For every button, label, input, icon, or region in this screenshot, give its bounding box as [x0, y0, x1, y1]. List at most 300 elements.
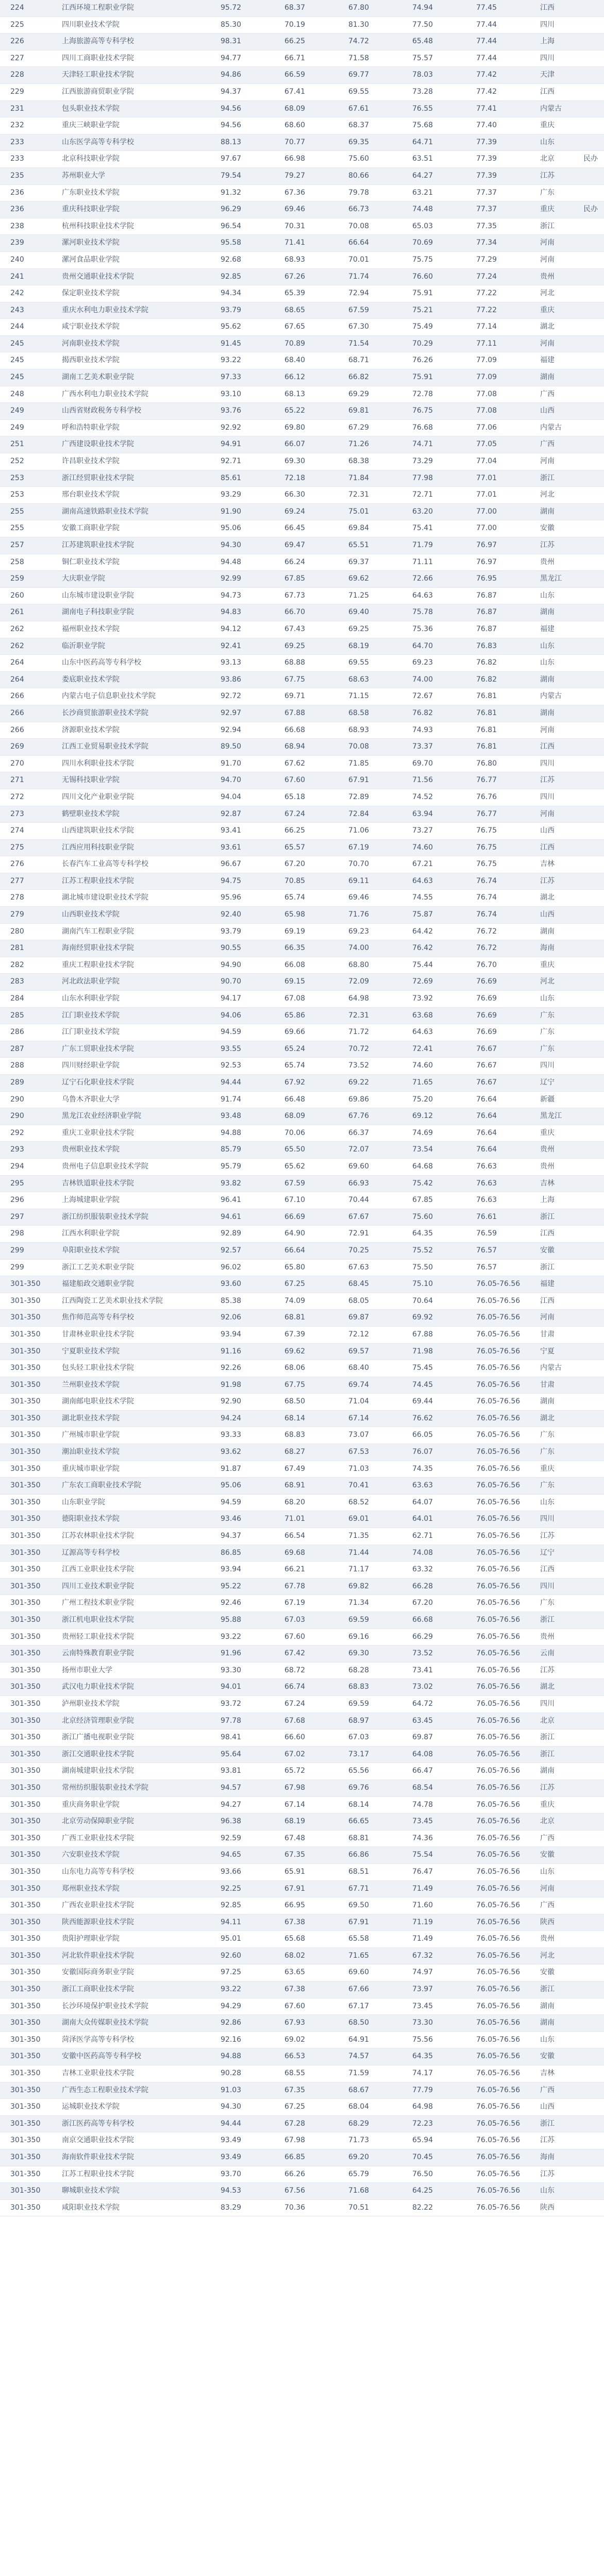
- score3-cell: 66.86: [346, 1847, 410, 1864]
- score1-cell: 93.82: [219, 1175, 282, 1192]
- table-row: [0, 33, 604, 50]
- score4-cell: 77.50: [410, 16, 474, 33]
- score1-cell: 91.90: [219, 503, 282, 520]
- type-tag-cell: [581, 1830, 604, 1847]
- score4-cell: 75.87: [410, 907, 474, 924]
- type-tag-cell: [581, 604, 604, 621]
- score3-cell: 70.08: [346, 218, 410, 235]
- school-name-cell: 广西农业职业技术学院: [60, 1897, 219, 1914]
- school-name-cell: 邢台职业技术学院: [60, 487, 219, 504]
- total-score-cell: 76.87: [474, 587, 538, 604]
- score3-cell: 68.63: [346, 671, 410, 688]
- province-cell: 广东: [538, 1007, 581, 1024]
- province-cell: 福建: [538, 1276, 581, 1293]
- rank-cell: 294: [0, 1158, 60, 1175]
- province-cell: 海南: [538, 940, 581, 957]
- score4-cell: 64.08: [410, 1746, 474, 1763]
- score2-cell: 68.14: [282, 1410, 346, 1427]
- table-row: [0, 571, 604, 588]
- table-row: [0, 1511, 604, 1528]
- score2-cell: 68.37: [282, 0, 346, 16]
- total-score-cell: 76.05-76.56: [474, 1410, 538, 1427]
- total-score-cell: 77.39: [474, 151, 538, 168]
- score3-cell: 71.73: [346, 2132, 410, 2149]
- table-row: [0, 1293, 604, 1310]
- score3-cell: 67.30: [346, 319, 410, 336]
- rank-cell: 273: [0, 806, 60, 823]
- rank-cell: 301-350: [0, 1377, 60, 1394]
- total-score-cell: 76.05-76.56: [474, 1494, 538, 1511]
- rank-cell: 301-350: [0, 1931, 60, 1948]
- total-score-cell: 76.05-76.56: [474, 1931, 538, 1948]
- school-name-cell: 江苏工程职业技术学院: [60, 2166, 219, 2183]
- province-cell: 浙江: [538, 1209, 581, 1226]
- score4-cell: 73.45: [410, 1998, 474, 2015]
- school-name-cell: 湖南电子科技职业学院: [60, 604, 219, 621]
- school-name-cell: 焦作师范高等专科学校: [60, 1310, 219, 1327]
- total-score-cell: 77.39: [474, 134, 538, 151]
- total-score-cell: 76.05-76.56: [474, 1326, 538, 1343]
- rank-cell: 262: [0, 638, 60, 655]
- rank-cell: 235: [0, 167, 60, 184]
- score3-cell: 68.58: [346, 705, 410, 722]
- score2-cell: 67.75: [282, 671, 346, 688]
- score3-cell: 68.67: [346, 2082, 410, 2099]
- type-tag-cell: [581, 571, 604, 588]
- score3-cell: 69.60: [346, 1964, 410, 1981]
- score4-cell: 71.56: [410, 772, 474, 789]
- score1-cell: 96.54: [219, 218, 282, 235]
- province-cell: 广西: [538, 2082, 581, 2099]
- table-row: [0, 856, 604, 873]
- score2-cell: 65.22: [282, 403, 346, 420]
- score1-cell: 94.27: [219, 1797, 282, 1814]
- score4-cell: 63.63: [410, 1478, 474, 1495]
- total-score-cell: 76.05-76.56: [474, 1696, 538, 1713]
- rank-cell: 269: [0, 739, 60, 756]
- score1-cell: 85.38: [219, 1293, 282, 1310]
- total-score-cell: 76.05-76.56: [474, 1629, 538, 1646]
- total-score-cell: 76.05-76.56: [474, 1394, 538, 1411]
- table-row: [0, 772, 604, 789]
- rank-cell: 279: [0, 907, 60, 924]
- school-name-cell: 南京交通职业技术学院: [60, 2132, 219, 2149]
- type-tag-cell: [581, 1780, 604, 1797]
- score3-cell: 72.94: [346, 285, 410, 302]
- score4-cell: 73.92: [410, 991, 474, 1008]
- total-score-cell: 76.05-76.56: [474, 1444, 538, 1461]
- table-row: [0, 487, 604, 504]
- type-tag-cell: [581, 1041, 604, 1058]
- type-tag-cell: [581, 890, 604, 907]
- type-tag-cell: [581, 386, 604, 403]
- province-cell: 湖南: [538, 604, 581, 621]
- type-tag-cell: [581, 655, 604, 672]
- school-name-cell: 河北政法职业学院: [60, 974, 219, 991]
- province-cell: 内蒙古: [538, 1360, 581, 1377]
- province-cell: 浙江: [538, 1746, 581, 1763]
- score3-cell: 67.80: [346, 0, 410, 16]
- score3-cell: 70.01: [346, 251, 410, 268]
- school-name-cell: 湖南工艺美术职业学院: [60, 369, 219, 386]
- score4-cell: 63.45: [410, 1713, 474, 1730]
- total-score-cell: 77.08: [474, 403, 538, 420]
- score1-cell: 92.85: [219, 1897, 282, 1914]
- score4-cell: 76.68: [410, 419, 474, 436]
- score3-cell: 68.40: [346, 1360, 410, 1377]
- score1-cell: 93.70: [219, 2166, 282, 2183]
- score1-cell: 94.59: [219, 1494, 282, 1511]
- total-score-cell: 76.76: [474, 789, 538, 806]
- score1-cell: 92.94: [219, 722, 282, 739]
- score1-cell: 88.13: [219, 134, 282, 151]
- school-name-cell: 河北软件职业技术学院: [60, 1947, 219, 1964]
- score2-cell: 67.92: [282, 1075, 346, 1092]
- total-score-cell: 76.64: [474, 1142, 538, 1159]
- total-score-cell: 76.05-76.56: [474, 2166, 538, 2183]
- rank-cell: 287: [0, 1041, 60, 1058]
- province-cell: 广西: [538, 1897, 581, 1914]
- score4-cell: 63.32: [410, 1562, 474, 1579]
- rank-cell: 236: [0, 201, 60, 218]
- school-name-cell: 广西水利电力职业技术学院: [60, 386, 219, 403]
- type-tag-cell: [581, 1662, 604, 1679]
- type-tag-cell: [581, 235, 604, 252]
- score2-cell: 65.68: [282, 1931, 346, 1948]
- score4-cell: 66.29: [410, 1629, 474, 1646]
- rank-cell: 299: [0, 1259, 60, 1276]
- score4-cell: 64.42: [410, 923, 474, 940]
- type-tag-cell: [581, 1192, 604, 1209]
- rank-cell: 301-350: [0, 2166, 60, 2183]
- province-cell: 北京: [538, 1814, 581, 1831]
- score3-cell: 67.91: [346, 772, 410, 789]
- score4-cell: 69.12: [410, 1108, 474, 1125]
- score2-cell: 68.83: [282, 1427, 346, 1444]
- table-row: [0, 1041, 604, 1058]
- rank-cell: 282: [0, 957, 60, 974]
- type-tag-cell: [581, 823, 604, 840]
- score2-cell: 66.53: [282, 2048, 346, 2065]
- score4-cell: 74.55: [410, 890, 474, 907]
- score1-cell: 92.71: [219, 453, 282, 470]
- table-row: [0, 1494, 604, 1511]
- score1-cell: 94.29: [219, 1998, 282, 2015]
- province-cell: 山东: [538, 655, 581, 672]
- score3-cell: 65.58: [346, 1931, 410, 1948]
- rank-cell: 301-350: [0, 2132, 60, 2149]
- score4-cell: 74.69: [410, 1125, 474, 1142]
- score2-cell: 66.68: [282, 722, 346, 739]
- school-name-cell: 德阳职业技术学院: [60, 1511, 219, 1528]
- score1-cell: 83.29: [219, 2199, 282, 2216]
- score4-cell: 75.78: [410, 604, 474, 621]
- table-row: [0, 117, 604, 134]
- province-cell: 宁夏: [538, 1343, 581, 1360]
- score2-cell: 67.19: [282, 1595, 346, 1612]
- type-tag-cell: [581, 2166, 604, 2183]
- score4-cell: 74.17: [410, 2065, 474, 2082]
- score2-cell: 71.41: [282, 235, 346, 252]
- type-tag-cell: [581, 1410, 604, 1427]
- table-row: [0, 1461, 604, 1478]
- score3-cell: 67.17: [346, 1998, 410, 2015]
- score2-cell: 66.25: [282, 33, 346, 50]
- province-cell: 湖南: [538, 923, 581, 940]
- score3-cell: 67.66: [346, 1981, 410, 1998]
- school-name-cell: 大庆职业学院: [60, 571, 219, 588]
- score4-cell: 65.03: [410, 218, 474, 235]
- province-cell: 河北: [538, 1947, 581, 1964]
- score3-cell: 67.03: [346, 1730, 410, 1747]
- province-cell: 重庆: [538, 1461, 581, 1478]
- score2-cell: 71.01: [282, 1511, 346, 1528]
- total-score-cell: 76.05-76.56: [474, 1847, 538, 1864]
- table-row: [0, 319, 604, 336]
- score1-cell: 94.06: [219, 1007, 282, 1024]
- score4-cell: 66.05: [410, 1427, 474, 1444]
- table-row: [0, 537, 604, 554]
- school-name-cell: 江西环境工程职业学院: [60, 0, 219, 16]
- score3-cell: 71.06: [346, 823, 410, 840]
- score3-cell: 70.51: [346, 2199, 410, 2216]
- table-row: [0, 2082, 604, 2099]
- score1-cell: 94.37: [219, 1528, 282, 1545]
- score3-cell: 71.03: [346, 1461, 410, 1478]
- score4-cell: 75.21: [410, 302, 474, 319]
- school-name-cell: 山西职业技术学院: [60, 907, 219, 924]
- type-tag-cell: [581, 974, 604, 991]
- table-row: [0, 2132, 604, 2149]
- score1-cell: 92.60: [219, 1947, 282, 1964]
- table-row: [0, 1679, 604, 1696]
- rank-cell: 224: [0, 0, 60, 16]
- table-row: [0, 974, 604, 991]
- table-row: [0, 1880, 604, 1897]
- school-name-cell: 四川工商职业技术学院: [60, 50, 219, 67]
- type-tag-cell: [581, 1058, 604, 1075]
- province-cell: 广东: [538, 1427, 581, 1444]
- total-score-cell: 76.05-76.56: [474, 1662, 538, 1679]
- score4-cell: 71.79: [410, 537, 474, 554]
- rank-cell: 301-350: [0, 1478, 60, 1495]
- score3-cell: 69.11: [346, 873, 410, 890]
- score1-cell: 94.57: [219, 1780, 282, 1797]
- type-tag-cell: [581, 167, 604, 184]
- score4-cell: 76.62: [410, 1410, 474, 1427]
- score3-cell: 74.00: [346, 940, 410, 957]
- type-tag-cell: [581, 1276, 604, 1293]
- rank-cell: 285: [0, 1007, 60, 1024]
- score1-cell: 93.72: [219, 1696, 282, 1713]
- score4-cell: 75.60: [410, 1209, 474, 1226]
- score4-cell: 75.75: [410, 251, 474, 268]
- rank-cell: 242: [0, 285, 60, 302]
- total-score-cell: 76.05-76.56: [474, 1914, 538, 1931]
- total-score-cell: 76.64: [474, 1091, 538, 1108]
- score3-cell: 71.74: [346, 268, 410, 285]
- type-tag-cell: [581, 1394, 604, 1411]
- score4-cell: 72.23: [410, 2115, 474, 2132]
- province-cell: 湖南: [538, 1394, 581, 1411]
- type-tag-cell: [581, 2149, 604, 2166]
- rank-cell: 301-350: [0, 1410, 60, 1427]
- province-cell: 广东: [538, 184, 581, 201]
- score2-cell: 69.46: [282, 201, 346, 218]
- rank-cell: 248: [0, 386, 60, 403]
- total-score-cell: 76.05-76.56: [474, 1562, 538, 1579]
- score4-cell: 75.36: [410, 621, 474, 638]
- table-row: [0, 1192, 604, 1209]
- score3-cell: 69.30: [346, 1646, 410, 1663]
- table-row: [0, 2199, 604, 2216]
- score4-cell: 74.35: [410, 1461, 474, 1478]
- rank-cell: 301-350: [0, 1981, 60, 1998]
- score1-cell: 92.89: [219, 1226, 282, 1243]
- province-cell: 福建: [538, 352, 581, 369]
- score3-cell: 71.17: [346, 1562, 410, 1579]
- score3-cell: 69.29: [346, 386, 410, 403]
- school-name-cell: 上海旅游高等专科学校: [60, 33, 219, 50]
- rank-cell: 301-350: [0, 1629, 60, 1646]
- province-cell: 四川: [538, 16, 581, 33]
- score3-cell: 67.76: [346, 1108, 410, 1125]
- score1-cell: 95.79: [219, 1158, 282, 1175]
- province-cell: 湖北: [538, 890, 581, 907]
- score2-cell: 67.48: [282, 1830, 346, 1847]
- province-cell: 陕西: [538, 2199, 581, 2216]
- table-row: [0, 1276, 604, 1293]
- table-row: [0, 806, 604, 823]
- total-score-cell: 76.74: [474, 873, 538, 890]
- total-score-cell: 76.81: [474, 705, 538, 722]
- score2-cell: 65.57: [282, 839, 346, 856]
- score3-cell: 71.25: [346, 587, 410, 604]
- province-cell: 江苏: [538, 873, 581, 890]
- table-row: [0, 218, 604, 235]
- score1-cell: 92.40: [219, 907, 282, 924]
- total-score-cell: 77.42: [474, 67, 538, 84]
- type-tag-cell: [581, 117, 604, 134]
- total-score-cell: 76.64: [474, 1125, 538, 1142]
- score4-cell: 74.45: [410, 1377, 474, 1394]
- score3-cell: 73.52: [346, 1058, 410, 1075]
- rank-cell: 231: [0, 100, 60, 117]
- type-tag-cell: [581, 1478, 604, 1495]
- school-name-cell: 安徽工商职业学院: [60, 520, 219, 537]
- total-score-cell: 76.72: [474, 923, 538, 940]
- score4-cell: 69.92: [410, 1310, 474, 1327]
- score2-cell: 67.26: [282, 268, 346, 285]
- score2-cell: 65.50: [282, 1142, 346, 1159]
- score1-cell: 94.59: [219, 1024, 282, 1041]
- table-row: [0, 1780, 604, 1797]
- total-score-cell: 76.82: [474, 671, 538, 688]
- score2-cell: 66.26: [282, 2166, 346, 2183]
- score2-cell: 65.80: [282, 1259, 346, 1276]
- total-score-cell: 76.05-76.56: [474, 1511, 538, 1528]
- score1-cell: 91.32: [219, 184, 282, 201]
- total-score-cell: 76.61: [474, 1209, 538, 1226]
- school-name-cell: 郑州职业技术学院: [60, 1880, 219, 1897]
- score4-cell: 76.26: [410, 352, 474, 369]
- table-row: [0, 1830, 604, 1847]
- school-name-cell: 临沂职业学院: [60, 638, 219, 655]
- province-cell: 内蒙古: [538, 419, 581, 436]
- total-score-cell: 76.05-76.56: [474, 1897, 538, 1914]
- score3-cell: 70.70: [346, 856, 410, 873]
- school-name-cell: 江苏工程职业技术学院: [60, 873, 219, 890]
- total-score-cell: 76.05-76.56: [474, 2099, 538, 2116]
- table-row: [0, 1545, 604, 1562]
- province-cell: 辽宁: [538, 1545, 581, 1562]
- type-tag-cell: [581, 0, 604, 16]
- rank-cell: 301-350: [0, 1947, 60, 1964]
- table-row: [0, 604, 604, 621]
- school-name-cell: 重庆三峡职业学院: [60, 117, 219, 134]
- score4-cell: 75.50: [410, 1259, 474, 1276]
- score3-cell: 69.59: [346, 1612, 410, 1629]
- school-name-cell: 重庆水利电力职业技术学院: [60, 302, 219, 319]
- total-score-cell: 76.05-76.56: [474, 2082, 538, 2099]
- score1-cell: 95.01: [219, 1931, 282, 1948]
- province-cell: 安徽: [538, 1242, 581, 1259]
- score2-cell: 70.89: [282, 335, 346, 352]
- province-cell: 内蒙古: [538, 688, 581, 705]
- score2-cell: 67.10: [282, 1192, 346, 1209]
- score3-cell: 67.14: [346, 1410, 410, 1427]
- table-row: [0, 1024, 604, 1041]
- type-tag-cell: [581, 1964, 604, 1981]
- table-row: [0, 755, 604, 772]
- rank-cell: 301-350: [0, 2115, 60, 2132]
- school-name-cell: 铜仁职业技术学院: [60, 554, 219, 571]
- type-tag-cell: [581, 453, 604, 470]
- score2-cell: 67.38: [282, 1981, 346, 1998]
- total-score-cell: 76.05-76.56: [474, 1578, 538, 1595]
- table-row: [0, 520, 604, 537]
- score1-cell: 94.88: [219, 1125, 282, 1142]
- province-cell: 北京: [538, 1713, 581, 1730]
- score4-cell: 64.01: [410, 1511, 474, 1528]
- score3-cell: 69.25: [346, 621, 410, 638]
- type-tag-cell: [581, 1863, 604, 1880]
- rank-cell: 255: [0, 503, 60, 520]
- rank-cell: 301-350: [0, 1847, 60, 1864]
- score3-cell: 69.55: [346, 83, 410, 100]
- school-name-cell: 许昌职业技术学院: [60, 453, 219, 470]
- score2-cell: 65.39: [282, 285, 346, 302]
- type-tag-cell: [581, 1091, 604, 1108]
- school-name-cell: 吉林铁道职业技术学院: [60, 1175, 219, 1192]
- score1-cell: 93.33: [219, 1427, 282, 1444]
- province-cell: 广东: [538, 1041, 581, 1058]
- total-score-cell: 76.69: [474, 1024, 538, 1041]
- province-cell: 浙江: [538, 1259, 581, 1276]
- score4-cell: 66.47: [410, 1763, 474, 1780]
- score3-cell: 69.59: [346, 1696, 410, 1713]
- score2-cell: 67.28: [282, 2115, 346, 2132]
- total-score-cell: 76.05-76.56: [474, 1646, 538, 1663]
- type-tag-cell: [581, 1713, 604, 1730]
- school-name-cell: 河南职业技术学院: [60, 335, 219, 352]
- score1-cell: 94.01: [219, 1679, 282, 1696]
- province-cell: 河北: [538, 285, 581, 302]
- rank-cell: 257: [0, 537, 60, 554]
- school-name-cell: 济源职业技术学院: [60, 722, 219, 739]
- total-score-cell: 76.81: [474, 739, 538, 756]
- province-cell: 浙江: [538, 218, 581, 235]
